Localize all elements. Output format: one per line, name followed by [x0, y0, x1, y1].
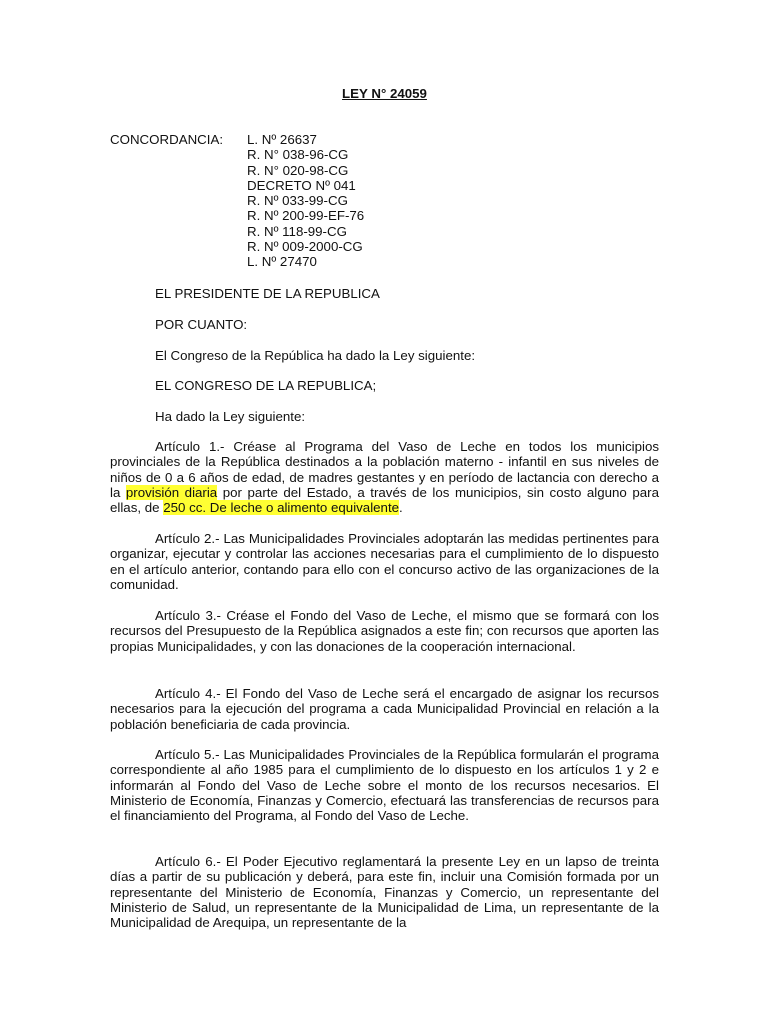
- highlighted-text: 250 cc. De leche o alimento equivalente: [163, 500, 400, 516]
- concordancia-item: R. Nº 200-99-EF-76: [247, 208, 365, 224]
- concordancia-item: R. Nº 118-99-CG: [247, 223, 347, 239]
- article-5: Artículo 5.- Las Municipalidades Provinciales de la República formularán el programa correspondiente al año 1985 para el cumplimiento de lo dispuesto en los artículos 1 y 2 e informarán al Fondo del Vaso de Leche sobre el monto de los recursos necesarios. El Ministerio de Economía, Finanzas y Comercio, efectuará las transferencias de recursos para el financiamiento del Programa, al Fondo del Vaso de Leche.: [110, 747, 659, 824]
- congreso-dado-line: El Congreso de la República ha dado la Ley siguiente:: [155, 348, 476, 363]
- ha-dado-line: Ha dado la Ley siguiente:: [155, 409, 306, 424]
- article-3: Artículo 3.- Créase el Fondo del Vaso de Leche, el mismo que se formará con los recursos del Presupuesto de la República asignados a este fin; con recursos que aporten las propias Municipalidades, y con las donaciones de la cooperación internacional.: [110, 608, 659, 654]
- congreso-heading: EL CONGRESO DE LA REPUBLICA;: [155, 378, 377, 393]
- article-1-text-a: Artículo 1.- Créase al Programa del Vaso de Leche en todos los municipios provinciales de la República destinados a la población materno - infantil en sus niveles de niños de 0 a 6 años de edad, de madres gestantes y en período de lactancia con derecho a la: [110, 439, 659, 500]
- concordancia-item: L. Nº 27470: [247, 254, 317, 270]
- law-title: LEY N° 24059: [342, 86, 427, 101]
- concordancia-item: DECRETO Nº 041: [247, 177, 356, 193]
- concordancia-item: R. Nº 009-2000-CG: [247, 239, 363, 255]
- concordancia-item: R. N° 038-96-CG: [247, 147, 349, 163]
- concordancia-label: CONCORDANCIA:: [110, 132, 224, 147]
- article-4: Artículo 4.- El Fondo del Vaso de Leche será el encargado de asignar los recursos necesarios para la ejecución del programa a cada Municipalidad Provincial en relación a la población beneficiaria de cada provincia.: [110, 686, 659, 732]
- concordancia-list: [247, 132, 364, 270]
- article-1-text-b: por parte del Estado, a través de los municipios, sin costo alguno para ellas, de: [110, 484, 659, 516]
- article-1-text-c: .: [399, 500, 403, 516]
- concordancia-item: R. Nº 033-99-CG: [247, 193, 348, 209]
- article-6: Artículo 6.- El Poder Ejecutivo reglamentará la presente Ley en un lapso de treinta días a partir de su publicación y deberá, para este fin, incluir una Comisión formada por un representante del Ministerio de Economía, Finanzas y Comercio, un representante del Ministerio de Salud, un representante de la Municipalidad de Lima, un representante de la Municipalidad de Arequipa, un representante de la: [110, 854, 659, 931]
- article-1: [110, 439, 659, 515]
- concordancia-item: R. N° 020-98-CG: [247, 162, 349, 178]
- por-cuanto-heading: POR CUANTO:: [155, 317, 248, 332]
- presidente-heading: EL PRESIDENTE DE LA REPUBLICA: [155, 286, 380, 301]
- highlighted-text: provisión diaria: [125, 484, 218, 500]
- article-2: Artículo 2.- Las Municipalidades Provinciales adoptarán las medidas pertinentes para organizar, ejecutar y controlar las acciones necesarias para el cumplimiento de lo dispuesto en el artículo anterior, contando para ello con el concurso activo de las organizaciones de la comunidad.: [110, 531, 659, 592]
- concordancia-item: L. Nº 26637: [247, 132, 317, 147]
